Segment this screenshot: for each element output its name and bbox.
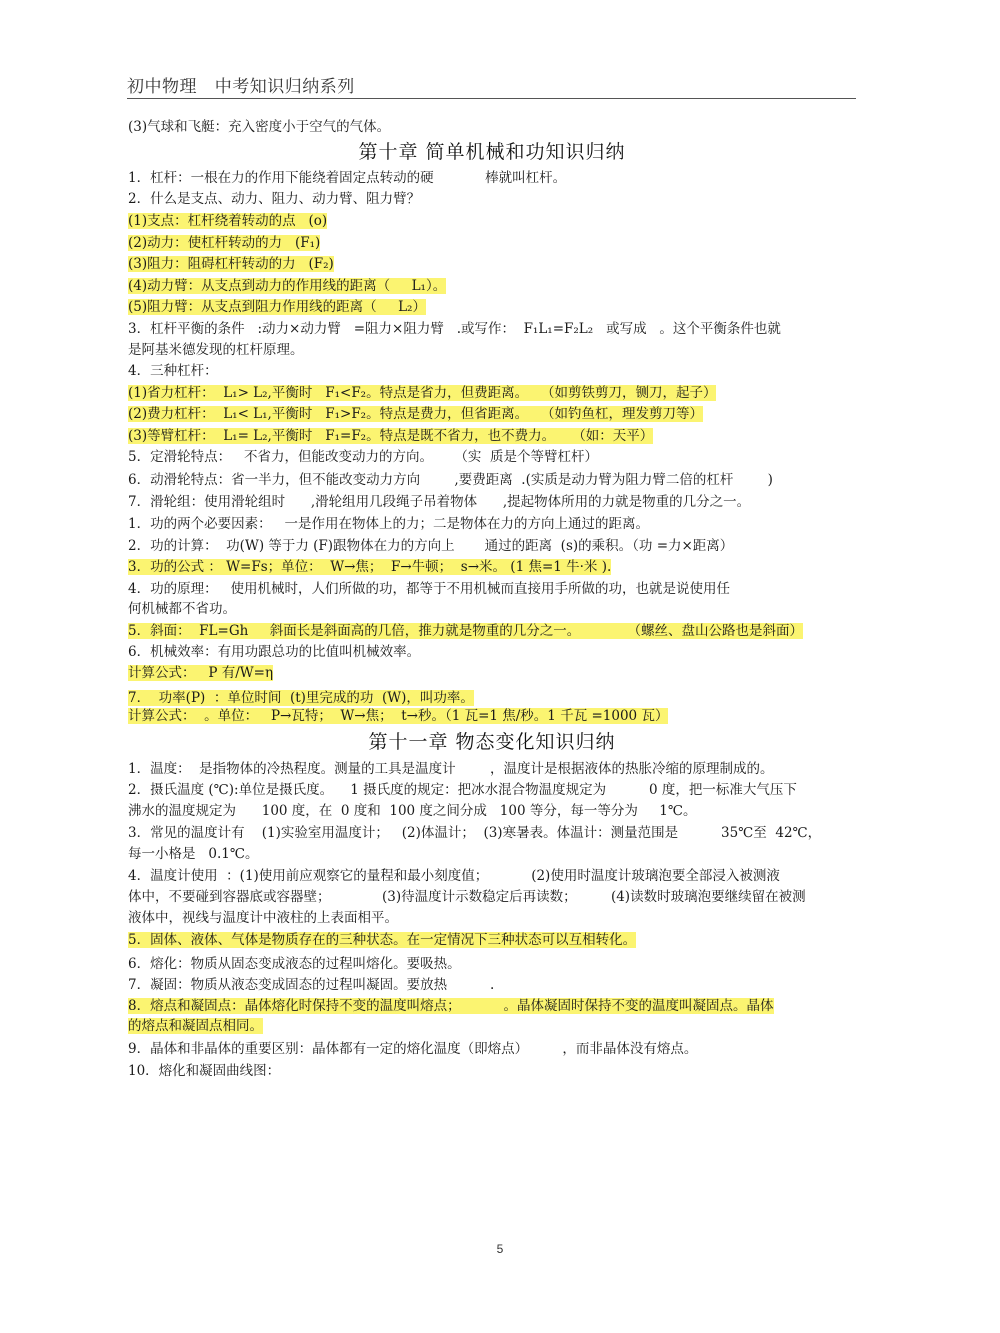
text-line: 10．熔化和凝固曲线图： <box>128 1063 281 1079</box>
text-line: 6．机械效率：有用功跟总功的比值叫机械效率。 <box>128 644 421 660</box>
text-line: 4．三种杠杆： <box>128 363 218 379</box>
chapter-11-title: 第十一章 物态变化知识归纳 <box>368 731 616 753</box>
highlighted-line: 3．功的公式 ： W=Fs；单位： W→焦； F→牛顿； s→米。 (1 焦=1 牛·米 ). <box>128 559 612 575</box>
highlighted-line: 的熔点和凝固点相同。 <box>128 1018 263 1034</box>
highlighted-line: (2)动力：使杠杆转动的力 (F₁) <box>128 235 321 251</box>
highlighted-line: (2)费力杠杆： L₁< L₁,平衡时 F₁>F₂。特点是费力，但省距离。 （如钓鱼杠，理发剪刀等） <box>128 406 703 422</box>
page-number: 5 <box>496 1242 504 1256</box>
text-line: 何机械都不省功。 <box>128 601 236 617</box>
text-line: 是阿基米德发现的杠杆原理。 <box>128 342 304 358</box>
text-line: 2．摄氏温度 (℃):单位是摄氏度。 1 摄氏度的规定：把冰水混合物温度规定为 0 度，把一标准大气压下 <box>128 782 797 798</box>
highlighted-line: 计算公式： 。单位： P→瓦特； W→焦； t→秒。（1 瓦=1 焦/秒。1 千瓦 =1000 瓦） <box>128 708 669 724</box>
text-line: 9．晶体和非晶体的重要区别：晶体都有一定的熔化温度（即熔点） ，而非晶体没有熔点。 <box>128 1041 698 1057</box>
text-line: 7．滑轮组：使用滑轮组时 ,滑轮组用几段绳子吊着物体 ,提起物体所用的力就是物重的几分之一。 <box>128 494 751 510</box>
text-line: 2．功的计算： 功(W) 等于力 (F)跟物体在力的方向上 通过的距离 (s)的乘积。（功 =力×距离） <box>128 538 734 554</box>
page-header <box>127 70 856 99</box>
highlighted-line: (5)阻力臂：从支点到阻力作用线的距离（ L₂） <box>128 299 426 315</box>
highlighted-line: 8．熔点和凝固点：晶体熔化时保持不变的温度叫熔点； 。晶体凝固时保持不变的温度叫凝固点。晶体 <box>128 998 774 1014</box>
text-line: (3)气球和飞艇：充入密度小于空气的气体。 <box>128 119 391 135</box>
text-line: 6．熔化：物质从固态变成液态的过程叫熔化。要吸热。 <box>128 956 461 972</box>
highlighted-line: (1)支点：杠杆绕着转动的点 (o) <box>128 213 328 229</box>
highlighted-line: 5．固体、液体、气体是物质存在的三种状态。在一定情况下三种状态可以互相转化。 <box>128 932 637 948</box>
highlighted-line: (3)等臂杠杆： L₁= L₂,平衡时 F₁=F₂。特点是既不省力，也不费力。 （如：天平） <box>128 428 654 444</box>
header-title: 初中物理 中考知识归纳系列 <box>127 77 355 97</box>
text-line: 1．功的两个必要因素： 一是作用在物体上的力；二是物体在力的方向上通过的距离。 <box>128 516 649 532</box>
highlighted-line: 7． 功率(P) ：单位时间 (t)里完成的功 (W)，叫功率。 <box>128 690 474 706</box>
highlighted-line: 5．斜面： FL=Gh 斜面长是斜面高的几倍，推力就是物重的几分之一。 （螺丝、盘山公路也是斜面） <box>128 623 803 639</box>
text-line: 4．温度计使用 ：(1)使用前应观察它的量程和最小刻度值； (2)使用时温度计玻璃泡要全部浸入被测液 <box>128 868 780 884</box>
text-line: 液体中，视线与温度计中液柱的上表面相平。 <box>128 910 398 926</box>
text-line: 体中，不要碰到容器底或容器壁； (3)待温度计示数稳定后再读数； (4)读数时玻璃泡要继续留在被测 <box>128 889 806 905</box>
highlighted-line: (3)阻力：阻碍杠杆转动的力 (F₂) <box>128 256 334 272</box>
text-line: 1．杠杆：一根在力的作用下能绕着固定点转动的硬 棒就叫杠杆。 <box>128 170 567 186</box>
text-line: 5．定滑轮特点： 不省力，但能改变动力的方向。 （实 质是个等臂杠杆） <box>128 449 599 465</box>
text-line: 6．动滑轮特点：省一半力，但不能改变动力方向 ,要费距离 .(实质是动力臂为阻力臂二倍的杠杆 ) <box>128 472 773 488</box>
text-line: 3．杠杆平衡的条件 :动力×动力臂 =阻力×阻力臂 .或写作： F₁L₁=F₂L₂ 或写成 。这个平衡条件也就 <box>128 321 781 337</box>
text-line: 沸水的温度规定为 100 度，在 0 度和 100 度之间分成 100 等分，每一等分为 1℃。 <box>128 803 697 819</box>
highlighted-line: (1)省力杠杆： L₁> L₂,平衡时 F₁<F₂。特点是省力，但费距离。 （如剪铁剪刀，铡刀，起子） <box>128 385 717 401</box>
text-line: 3．常见的温度计有 (1)实验室用温度计； (2)体温计； (3)寒暑表。体温计：测量范围是 35℃至 42℃， <box>128 825 822 841</box>
highlighted-line: (4)动力臂：从支点到动力的作用线的距离（ L₁）。 <box>128 278 447 294</box>
highlighted-line: 计算公式： P 有/W=η <box>128 665 274 681</box>
text-line: 7．凝固：物质从液态变成固态的过程叫凝固。要放热 . <box>128 977 495 993</box>
text-line: 每一小格是 0.1℃。 <box>128 846 259 862</box>
text-line: 1．温度： 是指物体的冷热程度。测量的工具是温度计 ，温度计是根据液体的热胀冷缩的原理制成的。 <box>128 761 774 777</box>
text-line: 4．功的原理： 使用机械时，人们所做的功，都等于不用机械而直接用手所做的功，也就是说使用任 <box>128 581 730 597</box>
text-line: 2．什么是支点、动力、阻力、动力臂、阻力臂？ <box>128 191 421 207</box>
chapter-10-title: 第十章 简单机械和功知识归纳 <box>358 141 626 163</box>
